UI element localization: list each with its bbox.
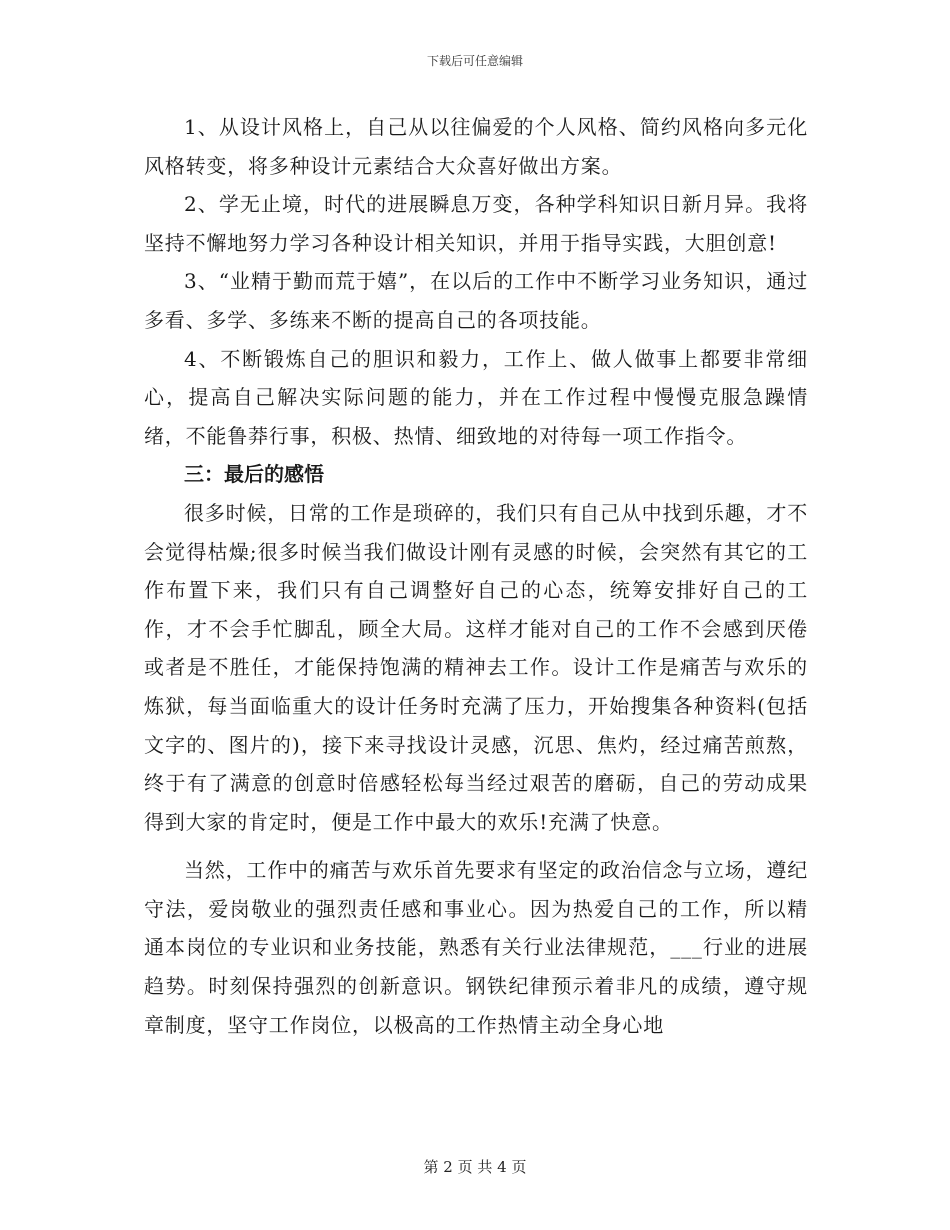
document-body [144,108,808,1044]
page-number-footer: 第 2 页 共 4 页 [423,1158,527,1176]
page-header: 下载后可任意编辑 [426,54,523,68]
paragraph-item-1: 1、从设计风格上，自己从以往偏爱的个人风格、简约风格向多元化风格转变，将多种设计元素结合大众喜好做出方案。 [144,115,808,178]
section-paragraph-2: 当然，工作中的痛苦与欢乐首先要求有坚定的政治信念与立场，遵纪守法，爱岗敬业的强烈责任感和事业心。因为热爱自己的工作，所以精通本岗位的专业识和业务技能，熟悉有关行业法律规范，___行业的进展趋势。时刻保持强烈的创新意识。钢铁纪律预示着非凡的成绩，遵守规章制度，坚守工作岗位，以极高的工作热情主动全身心地 [144,858,808,1037]
paragraph-item-4: 4、不断锻炼自己的胆识和毅力，工作上、做人做事上都要非常细心，提高自己解决实际问题的能力，并在工作过程中慢慢克服急躁情绪，不能鲁莽行事，积极、热情、细致地的对待每一项工作指令。 [144,346,808,448]
paragraph-item-3: 3、“业精于勤而荒于嬉”，在以后的工作中不断学习业务知识，通过多看、多学、多练来不断的提高自己的各项技能。 [144,269,808,332]
paragraph-item-2: 2、学无止境，时代的进展瞬息万变，各种学科知识日新月异。我将坚持不懈地努力学习各种设计相关知识，并用于指导实践，大胆创意! [144,192,808,255]
section-heading: 三：最后的感悟 [184,462,324,487]
section-paragraph-1: 很多时候，日常的工作是琐碎的，我们只有自己从中找到乐趣，才不会觉得枯燥;很多时候当我们做设计刚有灵感的时候，会突然有其它的工作布置下来，我们只有自己调整好自己的心态，统筹安排好自己的工作，才不会手忙脚乱，顾全大局。这样才能对自己的工作不会感到厌倦或者是不胜任，才能保持饱满的精神去工作。设计工作是痛苦与欢乐的炼狱，每当面临重大的设计任务时充满了压力，开始搜集各种资料(包括文字的、图片的)，接下来寻找设计灵感，沉思、焦灼，经过痛苦煎熬，终于有了满意的创意时倍感轻松每当经过艰苦的磨砺，自己的劳动成果得到大家的肯定时，便是工作中最大的欢乐!充满了快意。 [144,500,808,834]
